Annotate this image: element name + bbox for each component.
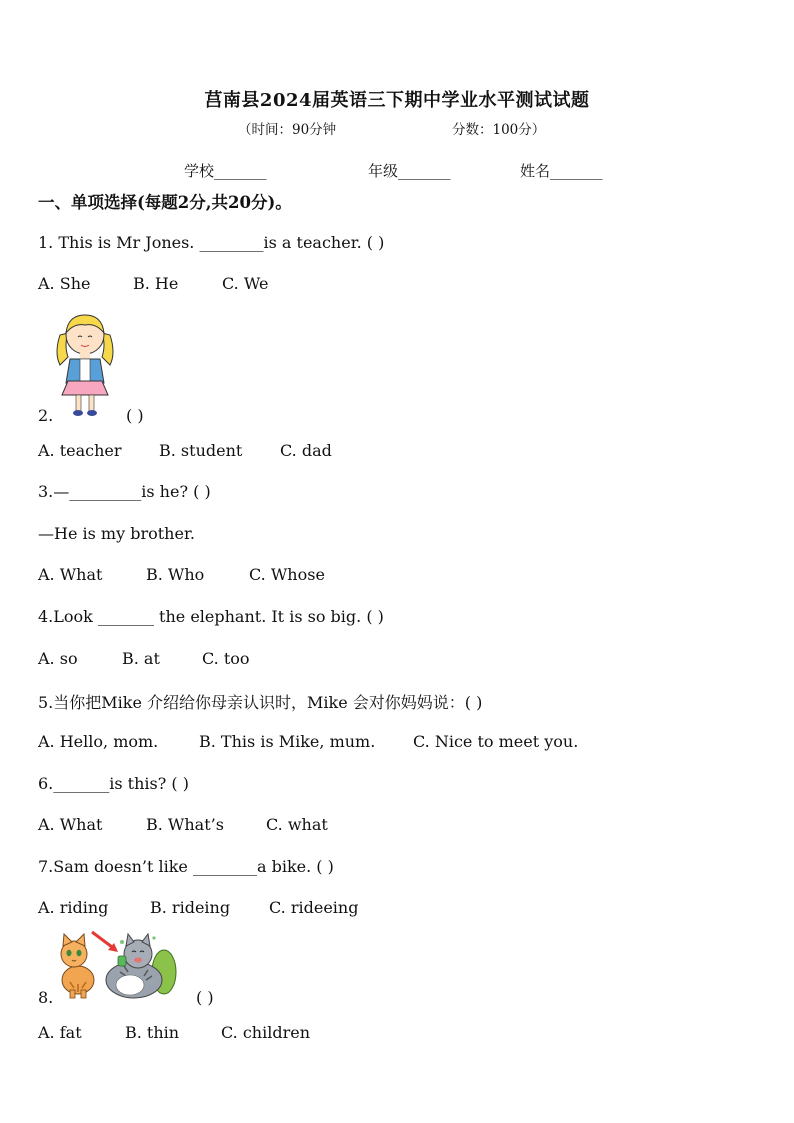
q5-option-c: C. Nice to meet you. [413,732,579,751]
exam-title: 莒南县2024届英语三下期中学业水平测试试题 [204,90,590,111]
q6-option-b: B. What’s [146,815,224,834]
question-1: 1. This is Mr Jones. ________is a teacher. ( ) [38,233,385,252]
exam-time: （时间：90分钟 [238,122,337,138]
q4-option-c: C. too [202,649,250,668]
q7-option-b: B. rideing [150,898,231,917]
q3-option-b: B. Who [146,565,205,584]
q2-option-b: B. student [159,441,243,460]
exam-score: 分数：100分） [452,122,546,138]
question-8: 8. [38,988,54,1007]
q8-option-c: C. children [221,1023,311,1042]
girl-picture [50,307,120,419]
q7-option-a: A. riding [38,898,109,917]
question-5: 5.当你把Mike 介绍给你母亲认识时，Mike 会对你妈妈说：( ) [38,693,483,712]
q4-option-b: B. at [122,649,160,668]
q2-option-a: A. teacher [38,441,122,460]
question-4: 4.Look _______ the elephant. It is so big. ( ) [38,607,384,626]
q1-option-b: B. He [133,274,179,293]
q4-option-a: A. so [38,649,78,668]
q6-option-c: C. what [266,815,328,834]
question-2: 2. [38,406,54,425]
school-field: 学校_______ [184,162,267,180]
q8-option-b: B. thin [125,1023,180,1042]
q1-option-a: A. She [38,274,91,293]
grade-field: 年级_______ [368,162,451,180]
q5-option-b: B. This is Mike, mum. [199,732,376,751]
q5-option-a: A. Hello, mom. [38,732,159,751]
question-6: 6._______is this? ( ) [38,774,189,793]
section-heading: 一、单项选择(每题2分,共20分)。 [38,193,292,212]
q7-option-c: C. rideeing [269,898,359,917]
q3-option-c: C. Whose [249,565,325,584]
q1-option-c: C. We [222,274,269,293]
question-3-reply: —He is my brother. [38,524,195,543]
q2-option-c: C. dad [280,441,332,460]
q3-option-a: A. What [38,565,103,584]
question-3: 3.—_________is he? ( ) [38,482,211,501]
cats-picture [52,930,182,1002]
question-7: 7.Sam doesn’t like ________a bike. ( ) [38,857,334,876]
q2-answer-paren: ( ) [126,406,144,425]
q8-answer-paren: ( ) [196,988,214,1007]
name-field: 姓名_______ [520,162,603,180]
q8-option-a: A. fat [38,1023,82,1042]
q6-option-a: A. What [38,815,103,834]
